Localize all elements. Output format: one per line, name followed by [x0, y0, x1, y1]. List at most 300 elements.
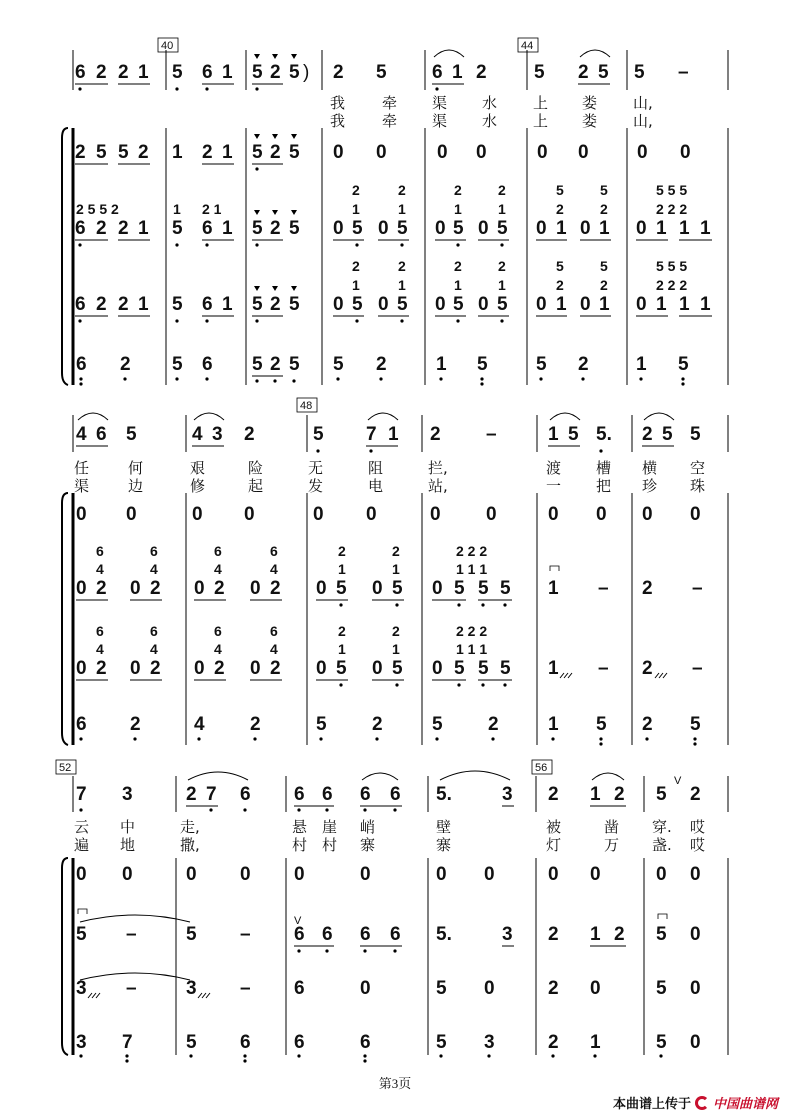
svg-text:2: 2 [454, 258, 462, 274]
svg-text:0: 0 [548, 864, 559, 885]
svg-text:1: 1 [556, 218, 567, 239]
svg-text:5.: 5. [596, 424, 612, 445]
svg-text:穿.: 穿. [652, 818, 672, 836]
svg-text:0: 0 [596, 504, 607, 525]
svg-text:1: 1 [454, 201, 462, 217]
svg-text:6: 6 [294, 1032, 305, 1053]
svg-text:1: 1 [454, 277, 462, 293]
svg-text:0: 0 [437, 142, 448, 163]
svg-text:珍: 珍 [642, 477, 658, 495]
svg-text:哎: 哎 [690, 818, 706, 836]
svg-text:2: 2 [454, 182, 462, 198]
svg-text:1: 1 [599, 294, 610, 315]
svg-text:1: 1 [656, 218, 667, 239]
svg-text:1: 1 [172, 142, 183, 163]
svg-text:2: 2 [186, 784, 197, 805]
svg-text:0: 0 [436, 864, 447, 885]
svg-text:5: 5 [289, 354, 300, 375]
svg-text:2: 2 [398, 258, 406, 274]
svg-text:6: 6 [214, 623, 222, 639]
svg-text:6: 6 [75, 62, 86, 83]
svg-text:2 2 2: 2 2 2 [656, 201, 688, 217]
svg-text:6: 6 [202, 294, 213, 315]
svg-text:灯: 灯 [546, 836, 562, 854]
svg-text:崖: 崖 [322, 818, 338, 836]
svg-text:2: 2 [202, 142, 213, 163]
svg-text:上: 上 [533, 94, 549, 112]
svg-text:2: 2 [270, 578, 281, 599]
svg-text:–: – [692, 658, 703, 679]
measure-number: 44 [521, 40, 534, 52]
svg-text:–: – [126, 978, 137, 999]
svg-text:无: 无 [308, 459, 324, 477]
lyrics-verse-2 [74, 477, 705, 495]
svg-text:5: 5 [600, 182, 608, 198]
melody-staff [76, 771, 701, 812]
svg-text:1: 1 [548, 424, 559, 445]
lyrics-verse-1 [74, 818, 705, 836]
svg-text:2: 2 [614, 784, 625, 805]
svg-text:我: 我 [330, 112, 346, 130]
svg-text:2 1: 2 1 [202, 201, 222, 217]
staff-5 [76, 714, 701, 746]
svg-text:0: 0 [76, 658, 87, 679]
svg-text:5: 5 [172, 294, 183, 315]
svg-text:2: 2 [75, 142, 86, 163]
svg-text:5: 5 [126, 424, 137, 445]
svg-text:2: 2 [96, 294, 107, 315]
svg-text:5: 5 [568, 424, 579, 445]
svg-text:我: 我 [330, 94, 346, 112]
svg-text:5: 5 [453, 218, 464, 239]
svg-text:0: 0 [486, 504, 497, 525]
svg-text:1: 1 [398, 201, 406, 217]
svg-text:2: 2 [556, 201, 564, 217]
svg-text:): ) [303, 62, 310, 83]
svg-text:6: 6 [360, 784, 371, 805]
svg-text:2: 2 [270, 142, 281, 163]
svg-text:6: 6 [202, 62, 213, 83]
svg-text:悬: 悬 [292, 818, 308, 836]
svg-text:5: 5 [252, 354, 263, 375]
svg-text:5: 5 [352, 218, 363, 239]
svg-text:0: 0 [435, 294, 446, 315]
measure-number: 48 [300, 400, 313, 412]
svg-text:撒,: 撒, [180, 836, 200, 854]
svg-text:4: 4 [270, 641, 278, 657]
measure-number: 52 [59, 762, 72, 774]
svg-text:0: 0 [536, 218, 547, 239]
svg-text:0: 0 [430, 504, 441, 525]
site-logo-icon [695, 1096, 709, 1110]
svg-text:2: 2 [96, 658, 107, 679]
svg-text:2: 2 [372, 714, 383, 735]
svg-text:横: 横 [642, 459, 658, 477]
svg-text:寨: 寨 [360, 836, 376, 854]
svg-text:峭: 峭 [360, 818, 376, 836]
svg-text:5: 5 [436, 1032, 447, 1053]
svg-text:0: 0 [194, 658, 205, 679]
svg-text:1: 1 [548, 714, 559, 735]
svg-text:1: 1 [398, 277, 406, 293]
svg-text:站,: 站, [428, 477, 448, 495]
svg-text:–: – [126, 924, 137, 945]
svg-text:0: 0 [313, 504, 324, 525]
svg-text:0: 0 [636, 294, 647, 315]
svg-text:–: – [598, 658, 609, 679]
svg-text:1: 1 [599, 218, 610, 239]
svg-text:6: 6 [270, 623, 278, 639]
svg-text:2: 2 [120, 354, 131, 375]
svg-text:3: 3 [502, 784, 513, 805]
svg-text:1: 1 [388, 424, 399, 445]
svg-text:5: 5 [598, 62, 609, 83]
svg-text:0: 0 [316, 578, 327, 599]
svg-text:4: 4 [194, 714, 205, 735]
svg-text:起: 起 [248, 477, 264, 495]
svg-text:一: 一 [546, 477, 562, 495]
svg-text:4: 4 [192, 424, 203, 445]
svg-text:0: 0 [130, 578, 141, 599]
svg-text:2: 2 [556, 277, 564, 293]
svg-text:5: 5 [656, 784, 667, 805]
svg-text:0: 0 [578, 142, 589, 163]
svg-text:6: 6 [360, 924, 371, 945]
svg-text:6: 6 [150, 623, 158, 639]
svg-text:7: 7 [206, 784, 217, 805]
svg-text:5: 5 [289, 294, 300, 315]
svg-text:5: 5 [186, 1032, 197, 1053]
svg-text:6: 6 [96, 424, 107, 445]
melody-staff [75, 50, 689, 91]
svg-text:2: 2 [430, 424, 441, 445]
svg-text:5: 5 [534, 62, 545, 83]
svg-text:1: 1 [338, 561, 346, 577]
svg-text:1: 1 [700, 218, 711, 239]
svg-text:5: 5 [500, 578, 511, 599]
svg-text:拦,: 拦, [428, 459, 448, 477]
site-logo-text: 中国曲谱网 [712, 1097, 778, 1112]
svg-text:6: 6 [76, 714, 87, 735]
svg-text:5: 5 [289, 62, 300, 83]
svg-text:1: 1 [498, 201, 506, 217]
svg-text:1: 1 [138, 218, 149, 239]
svg-text:5: 5 [172, 62, 183, 83]
svg-text:6: 6 [96, 543, 104, 559]
svg-text:0: 0 [126, 504, 137, 525]
staff-3 [76, 909, 701, 953]
measure-number: 40 [161, 40, 174, 52]
staff-3 [76, 543, 703, 607]
svg-text:5: 5 [376, 62, 387, 83]
svg-text:0: 0 [130, 658, 141, 679]
svg-text:0: 0 [333, 218, 344, 239]
svg-text:2: 2 [352, 182, 360, 198]
svg-text:4: 4 [214, 641, 222, 657]
svg-text:2: 2 [548, 978, 559, 999]
svg-text:V: V [294, 915, 302, 927]
svg-text:2: 2 [548, 784, 559, 805]
svg-text:娄: 娄 [582, 112, 598, 130]
svg-text:0: 0 [432, 658, 443, 679]
svg-text:5: 5 [289, 142, 300, 163]
svg-text:2: 2 [118, 62, 129, 83]
svg-text:7: 7 [122, 1032, 133, 1053]
svg-text:0: 0 [240, 864, 251, 885]
svg-text:0: 0 [590, 864, 601, 885]
staff-2 [76, 504, 701, 525]
svg-text:5: 5 [497, 294, 508, 315]
svg-text:0: 0 [294, 864, 305, 885]
svg-text:2: 2 [96, 218, 107, 239]
svg-text:7: 7 [366, 424, 377, 445]
svg-text:0: 0 [680, 142, 691, 163]
svg-text:0: 0 [590, 978, 601, 999]
svg-text:–: – [240, 978, 251, 999]
svg-text:0: 0 [484, 978, 495, 999]
svg-text:0: 0 [76, 578, 87, 599]
svg-text:1 1 1: 1 1 1 [456, 561, 488, 577]
staff-2 [76, 864, 701, 885]
system-2 [62, 398, 728, 746]
svg-text:6: 6 [202, 354, 213, 375]
svg-text:6: 6 [202, 218, 213, 239]
svg-text:0: 0 [435, 218, 446, 239]
svg-text:村: 村 [292, 836, 308, 854]
svg-text:5: 5 [316, 714, 327, 735]
svg-text:6: 6 [76, 354, 87, 375]
svg-text:2: 2 [118, 294, 129, 315]
svg-text:2: 2 [250, 714, 261, 735]
svg-text:0: 0 [537, 142, 548, 163]
svg-text:1: 1 [700, 294, 711, 315]
svg-text:0: 0 [376, 142, 387, 163]
svg-text:5: 5 [454, 578, 465, 599]
svg-text:5: 5 [600, 258, 608, 274]
svg-text:2 2 2: 2 2 2 [656, 277, 688, 293]
svg-text:6: 6 [294, 978, 305, 999]
svg-text:5.: 5. [436, 784, 452, 805]
svg-text:2: 2 [392, 543, 400, 559]
svg-text:1: 1 [656, 294, 667, 315]
svg-text:哎: 哎 [690, 836, 706, 854]
svg-text:5: 5 [76, 924, 87, 945]
svg-text:0: 0 [432, 578, 443, 599]
svg-text:1 1 1: 1 1 1 [456, 641, 488, 657]
svg-text:2 2 2: 2 2 2 [456, 543, 488, 559]
system-1 [62, 38, 728, 386]
svg-text:5: 5 [656, 1032, 667, 1053]
svg-text:1: 1 [222, 218, 233, 239]
svg-text:5: 5 [392, 578, 403, 599]
svg-text:0: 0 [378, 218, 389, 239]
svg-text:2: 2 [376, 354, 387, 375]
svg-text:2: 2 [96, 578, 107, 599]
svg-text:0: 0 [637, 142, 648, 163]
svg-text:5: 5 [172, 354, 183, 375]
svg-text:2: 2 [498, 182, 506, 198]
svg-text:6: 6 [322, 924, 333, 945]
svg-text:修: 修 [190, 477, 206, 495]
svg-text:5: 5 [500, 658, 511, 679]
upload-credit[interactable] [613, 1093, 778, 1112]
svg-text:水: 水 [482, 112, 498, 130]
svg-text:被: 被 [546, 818, 562, 836]
svg-text:4: 4 [96, 561, 104, 577]
staff-5 [76, 354, 689, 386]
svg-text:边: 边 [128, 477, 144, 495]
svg-text:3: 3 [76, 1032, 87, 1053]
svg-text:3: 3 [76, 978, 87, 999]
svg-text:6: 6 [75, 294, 86, 315]
svg-text:1: 1 [222, 142, 233, 163]
svg-text:0: 0 [250, 658, 261, 679]
svg-text:6: 6 [360, 1032, 371, 1053]
svg-text:1: 1 [436, 354, 447, 375]
svg-text:2: 2 [333, 62, 344, 83]
svg-text:2: 2 [214, 658, 225, 679]
svg-text:5: 5 [313, 424, 324, 445]
svg-text:5: 5 [336, 658, 347, 679]
svg-text:0: 0 [333, 294, 344, 315]
svg-text:1: 1 [679, 294, 690, 315]
svg-text:空: 空 [690, 459, 706, 477]
svg-text:5: 5 [556, 258, 564, 274]
svg-text:2: 2 [214, 578, 225, 599]
svg-text:5: 5 [634, 62, 645, 83]
svg-text:0: 0 [690, 1032, 701, 1053]
svg-text:2: 2 [270, 218, 281, 239]
svg-text:2: 2 [642, 658, 653, 679]
svg-text:5: 5 [453, 294, 464, 315]
svg-text:2: 2 [548, 1032, 559, 1053]
svg-text:0: 0 [642, 504, 653, 525]
svg-text:1: 1 [498, 277, 506, 293]
svg-text:0: 0 [76, 864, 87, 885]
svg-text:5: 5 [478, 658, 489, 679]
page-number: 第3页 [378, 1076, 412, 1091]
svg-text:2: 2 [138, 142, 149, 163]
svg-text:2: 2 [476, 62, 487, 83]
svg-text:牵: 牵 [382, 112, 398, 130]
svg-text:渠: 渠 [432, 94, 448, 112]
svg-text:阻: 阻 [368, 459, 384, 477]
svg-text:1: 1 [548, 578, 559, 599]
svg-text:2: 2 [600, 277, 608, 293]
svg-text:山,: 山, [633, 112, 653, 130]
svg-text:0: 0 [536, 294, 547, 315]
svg-text:0: 0 [366, 504, 377, 525]
svg-text:0: 0 [378, 294, 389, 315]
svg-text:–: – [240, 924, 251, 945]
svg-text:0: 0 [636, 218, 647, 239]
svg-text:5: 5 [252, 142, 263, 163]
svg-text:0: 0 [548, 504, 559, 525]
svg-text:1: 1 [138, 62, 149, 83]
svg-text:0: 0 [192, 504, 203, 525]
svg-text:2 5 5 2: 2 5 5 2 [76, 201, 119, 217]
svg-text:6: 6 [240, 1032, 251, 1053]
svg-text:1: 1 [548, 658, 559, 679]
svg-text:5 5 5: 5 5 5 [656, 182, 688, 198]
svg-text:娄: 娄 [582, 94, 598, 112]
svg-text:2 2 2: 2 2 2 [456, 623, 488, 639]
svg-text:山,: 山, [633, 94, 653, 112]
svg-text:1: 1 [352, 277, 360, 293]
svg-text:2: 2 [642, 424, 653, 445]
svg-text:0: 0 [372, 578, 383, 599]
svg-text:0: 0 [333, 142, 344, 163]
svg-text:遍: 遍 [74, 836, 90, 854]
melody-staff [76, 413, 701, 453]
lyrics-verse-1 [74, 459, 705, 477]
svg-text:2: 2 [578, 62, 589, 83]
svg-text:0: 0 [250, 578, 261, 599]
svg-text:0: 0 [186, 864, 197, 885]
svg-text:何: 何 [128, 459, 144, 477]
svg-text:壁: 壁 [436, 818, 452, 836]
svg-text:牵: 牵 [382, 94, 398, 112]
svg-text:4: 4 [150, 641, 158, 657]
svg-text:5: 5 [172, 218, 183, 239]
svg-text:5 5 5: 5 5 5 [656, 258, 688, 274]
svg-text:4: 4 [270, 561, 278, 577]
svg-text:–: – [692, 578, 703, 599]
svg-text:5: 5 [536, 354, 547, 375]
svg-text:7: 7 [76, 784, 87, 805]
svg-text:0: 0 [484, 864, 495, 885]
svg-text:1: 1 [222, 62, 233, 83]
svg-text:1: 1 [173, 201, 181, 217]
svg-text:上: 上 [533, 112, 549, 130]
staff-5 [76, 1032, 701, 1063]
svg-text:寨: 寨 [436, 836, 452, 854]
svg-text:1: 1 [590, 924, 601, 945]
svg-text:5: 5 [432, 714, 443, 735]
svg-text:3: 3 [212, 424, 223, 445]
svg-text:万: 万 [604, 836, 620, 854]
svg-text:发: 发 [308, 477, 324, 495]
svg-text:2: 2 [548, 924, 559, 945]
svg-text:6: 6 [270, 543, 278, 559]
svg-text:2: 2 [642, 578, 653, 599]
svg-text:电: 电 [368, 477, 384, 495]
svg-text:2: 2 [498, 258, 506, 274]
svg-text:地: 地 [120, 836, 136, 854]
svg-text:艰: 艰 [190, 459, 206, 477]
svg-text:1: 1 [590, 1032, 601, 1053]
svg-text:5: 5 [333, 354, 344, 375]
svg-text:5: 5 [556, 182, 564, 198]
svg-text:2: 2 [244, 424, 255, 445]
svg-text:凿: 凿 [604, 818, 620, 836]
lyrics-verse-2 [330, 112, 653, 130]
svg-text:盏.: 盏. [652, 836, 672, 854]
svg-text:0: 0 [690, 978, 701, 999]
svg-text:5: 5 [454, 658, 465, 679]
svg-text:5: 5 [118, 142, 129, 163]
staff-4 [76, 623, 703, 687]
svg-text:1: 1 [590, 784, 601, 805]
svg-text:3: 3 [186, 978, 197, 999]
svg-text:6: 6 [432, 62, 443, 83]
svg-text:5: 5 [252, 62, 263, 83]
svg-text:0: 0 [478, 218, 489, 239]
svg-text:–: – [486, 424, 497, 445]
svg-text:1: 1 [392, 561, 400, 577]
svg-text:6: 6 [294, 924, 305, 945]
svg-text:0: 0 [316, 658, 327, 679]
